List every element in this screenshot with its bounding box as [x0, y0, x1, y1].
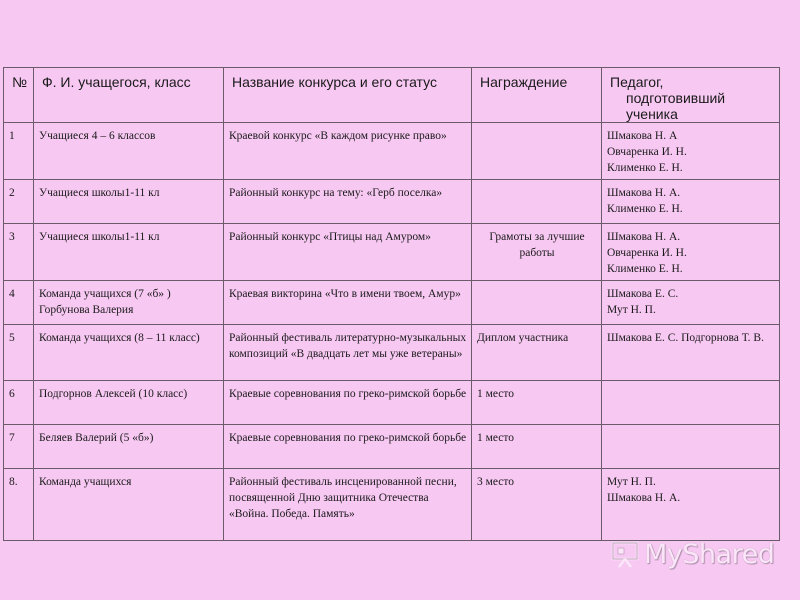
table-header-row	[4, 68, 780, 123]
teacher-name: Шмакова Н. А.	[607, 187, 681, 199]
table-row	[4, 381, 780, 425]
row-award	[472, 123, 602, 180]
table-row	[4, 425, 780, 469]
row-student: Команда учащихся (8 – 11 класс)	[34, 325, 224, 381]
watermark-text: MyShared	[644, 538, 775, 570]
row-number: 2	[4, 180, 34, 224]
table-row	[4, 325, 780, 381]
row-teacher	[602, 381, 780, 425]
row-contest: Краевые соревнования по греко-римской борьбе	[224, 425, 472, 469]
row-student: Учащиеся 4 – 6 классов	[34, 123, 224, 180]
teacher-name: Шмакова Н. А	[607, 130, 678, 142]
row-contest: Районный фестиваль инсценированной песни, посвященной Дню защитника Отечества «Война. Победа. Память»	[224, 469, 472, 541]
watermark	[610, 536, 780, 572]
row-teacher	[602, 180, 780, 224]
row-number: 3	[4, 224, 34, 281]
header-teacher-line2: подготовивший	[626, 90, 726, 106]
row-contest: Районный фестиваль литературно-музыкальных композиций «В двадцать лет мы уже ветераны»	[224, 325, 472, 381]
row-teacher	[602, 425, 780, 469]
teacher-name: Клименко Е. Н.	[607, 162, 683, 174]
teacher-name: Клименко Е. Н.	[607, 263, 683, 275]
row-student: Команда учащихся	[34, 469, 224, 541]
table-row	[4, 469, 780, 541]
teacher-name: Шмакова Н. А.	[607, 492, 681, 504]
row-teacher	[602, 469, 780, 541]
row-number: 7	[4, 425, 34, 469]
row-award: Грамоты за лучшие работы	[472, 224, 602, 281]
row-award: 3 место	[472, 469, 602, 541]
row-number: 5	[4, 325, 34, 381]
header-award: Награждение	[472, 68, 602, 123]
header-contest: Название конкурса и его статус	[224, 68, 472, 123]
table-row	[4, 180, 780, 224]
student-line: Команда учащихся (7 «б» )	[39, 288, 171, 300]
header-teacher-line3: ученика	[626, 106, 678, 122]
row-award	[472, 281, 602, 325]
teacher-name: Шмакова Н. А.	[607, 231, 681, 243]
row-contest: Районный конкурс «Птицы над Амуром»	[224, 224, 472, 281]
header-number: №	[4, 68, 34, 123]
row-teacher	[602, 224, 780, 281]
row-student: Подгорнов Алексей (10 класс)	[34, 381, 224, 425]
table-row	[4, 281, 780, 325]
row-student: Учащиеся школы1-11 кл	[34, 180, 224, 224]
row-contest: Краевые соревнования по греко-римской борьбе	[224, 381, 472, 425]
row-teacher	[602, 123, 780, 180]
header-student: Ф. И. учащегося, класс	[34, 68, 224, 123]
row-contest: Краевой конкурс «В каждом рисунке право»	[224, 123, 472, 180]
row-number: 4	[4, 281, 34, 325]
teacher-name: Овчаренка И. Н.	[607, 146, 687, 158]
header-teacher-line1: Педагог,	[610, 74, 664, 90]
row-award: Диплом участника	[472, 325, 602, 381]
row-teacher	[602, 281, 780, 325]
awards-table	[3, 67, 780, 541]
row-student: Учащиеся школы1-11 кл	[34, 224, 224, 281]
presentation-board-icon	[610, 539, 640, 569]
row-number: 1	[4, 123, 34, 180]
row-teacher: Шмакова Е. С. Подгорнова Т. В.	[602, 325, 780, 381]
teacher-name: Мут Н. П.	[607, 304, 656, 316]
row-student: Беляев Валерий (5 «б»)	[34, 425, 224, 469]
row-award: 1 место	[472, 381, 602, 425]
row-award: 1 место	[472, 425, 602, 469]
teacher-name: Клименко Е. Н.	[607, 203, 683, 215]
row-student	[34, 281, 224, 325]
row-contest: Краевая викторина «Что в имени твоем, Амур»	[224, 281, 472, 325]
teacher-name: Мут Н. П.	[607, 476, 656, 488]
row-contest: Районный конкурс на тему: «Герб поселка»	[224, 180, 472, 224]
table-row	[4, 123, 780, 180]
student-line: Горбунова Валерия	[39, 304, 134, 316]
header-teacher	[602, 68, 780, 123]
teacher-name: Шмакова Е. С.	[607, 288, 679, 300]
teacher-name: Овчаренка И. Н.	[607, 247, 687, 259]
row-award	[472, 180, 602, 224]
row-number: 6	[4, 381, 34, 425]
row-number: 8.	[4, 469, 34, 541]
table-row	[4, 224, 780, 281]
